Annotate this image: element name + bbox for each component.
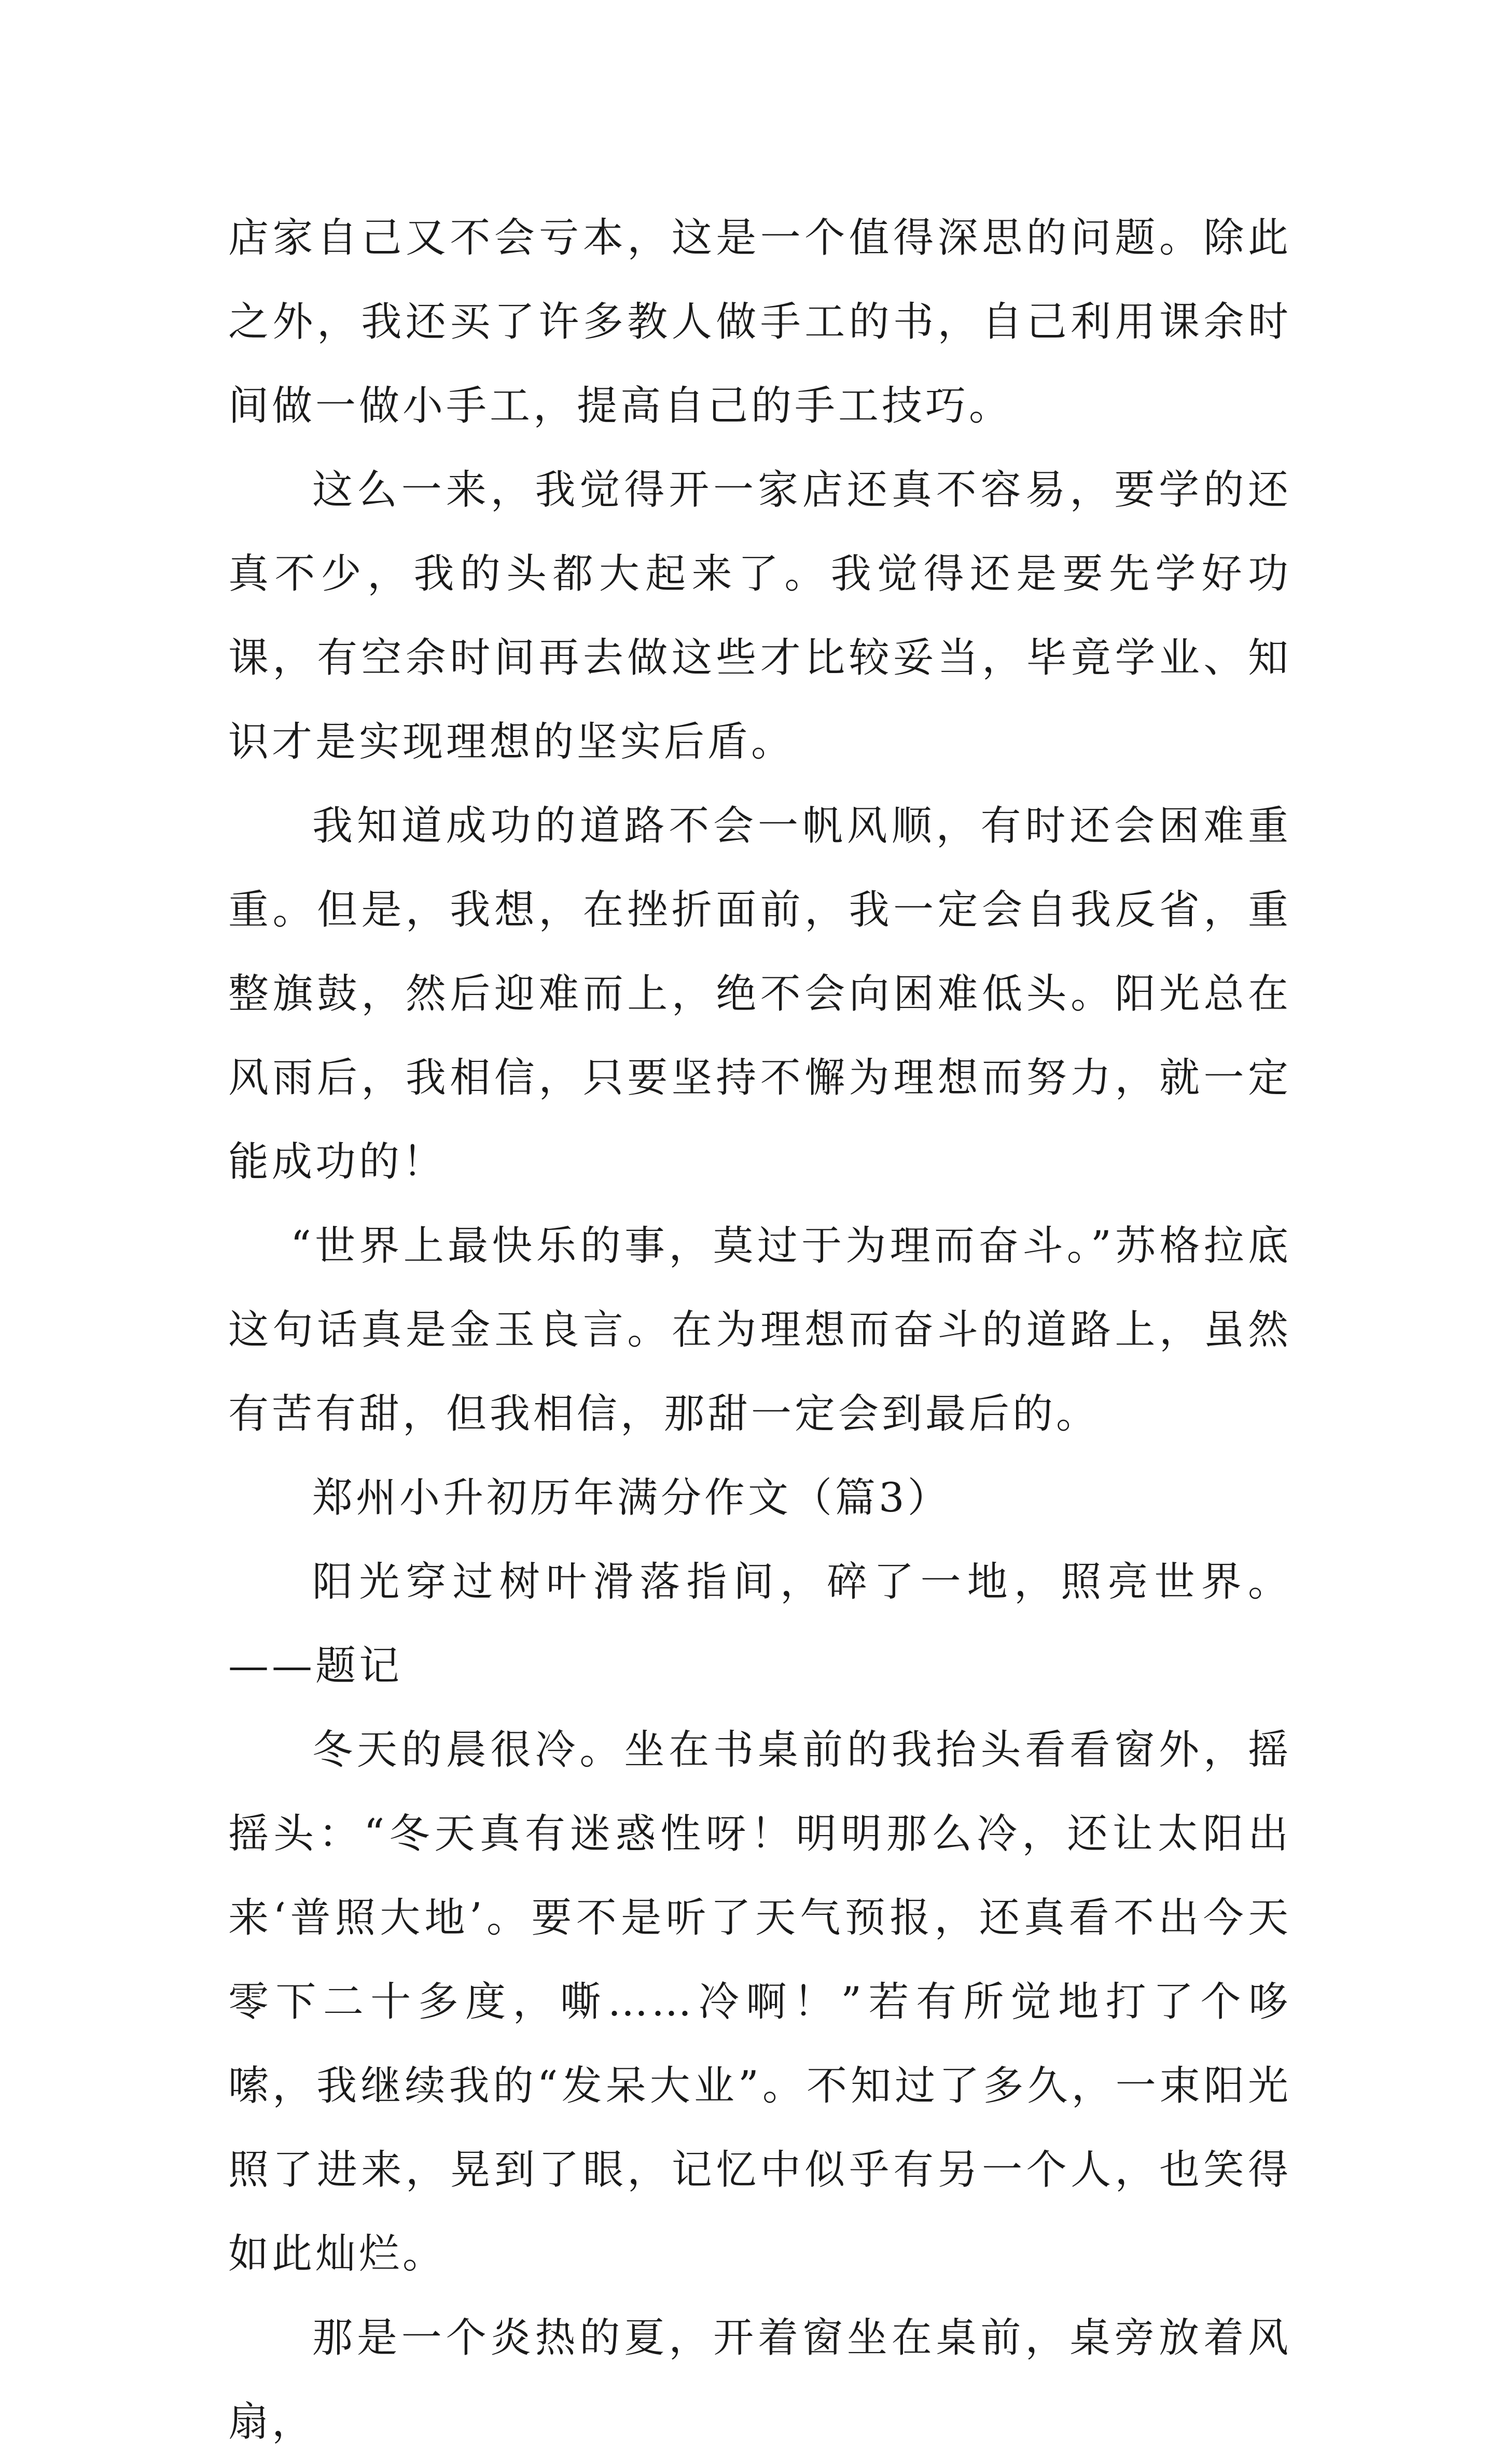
paragraph-8: 那是一个炎热的夏，开着窗坐在桌前，桌旁放着风扇，	[228, 2315, 1291, 2445]
paragraph-1: 店家自己又不会亏本，这是一个值得深思的问题。除此之外，我还买了许多教人做手工的书，自己利用课余时间做一做小手工，提高自己的手工技巧。	[228, 215, 1291, 429]
epigraph: 阳光穿过树叶滑落指间，碎了一地，照亮世界。——题记	[228, 1559, 1291, 1689]
paragraph-3: 我知道成功的道路不会一帆风顺，有时还会困难重重。但是，我想，在挫折面前，我一定会自我反省，重整旗鼓，然后迎难而上，绝不会向困难低头。阳光总在风雨后，我相信，只要坚持不懈为理想而努力，就一定能成功的！	[228, 803, 1291, 1185]
paragraph-2: 这么一来，我觉得开一家店还真不容易，要学的还真不少，我的头都大起来了。我觉得还是要先学好功课，有空余时间再去做这些才比较妥当，毕竟学业、知识才是实现理想的坚实后盾。	[228, 467, 1291, 765]
section-heading: 郑州小升初历年满分作文（篇3）	[312, 1475, 951, 1521]
paragraph-4: “世界上最快乐的事，莫过于为理而奋斗。”苏格拉底这句话真是金玉良言。在为理想而奋斗的道路上，虽然有苦有甜，但我相信，那甜一定会到最后的。	[228, 1223, 1291, 1437]
document-body	[228, 196, 1291, 2464]
paragraph-7: 冬天的晨很冷。坐在书桌前的我抬头看看窗外，摇摇头：“冬天真有迷惑性呀！明明那么冷，还让太阳出来‘普照大地’。要不是听了天气预报，还真看不出今天零下二十多度，嘶……冷啊！”若有所觉地打了个哆嗦，我继续我的“发呆大业”。不知过了多久，一束阳光照了进来，晃到了眼，记忆中似乎有另一个人，也笑得如此灿烂。	[228, 1727, 1291, 2277]
